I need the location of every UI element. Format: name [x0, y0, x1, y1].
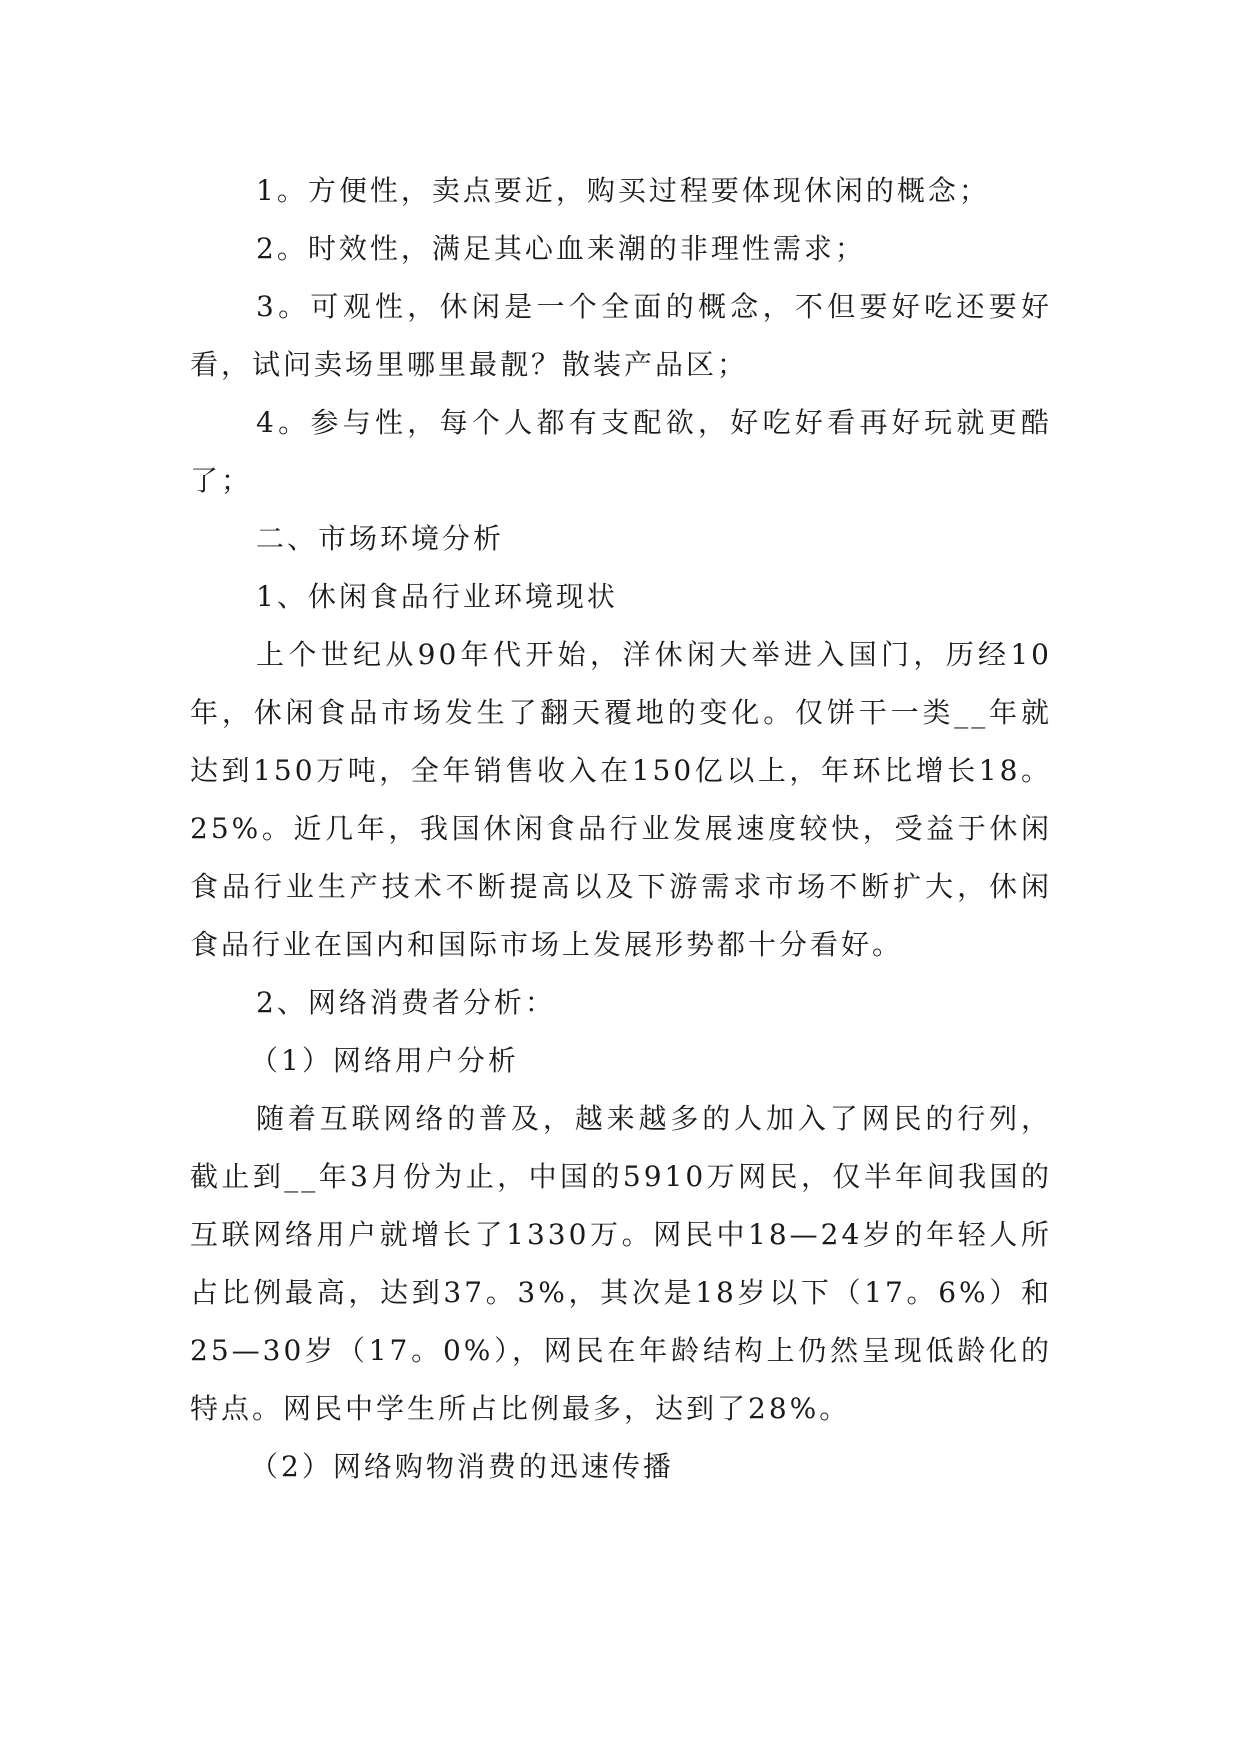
- list-item-convenience: 1。方便性，卖点要近，购买过程要体现休闲的概念；: [256, 174, 990, 207]
- sub-heading-online-shopping: （2）网络购物消费的迅速传播: [250, 1450, 674, 1483]
- list-item-visibility: 3。可观性，休闲是一个全面的概念，不但要好吃还要好看，试问卖场里哪里最靓？散装产品区；: [190, 290, 1052, 381]
- subsection-heading-industry-status: 1、休闲食品行业环境现状: [256, 580, 618, 613]
- paragraph-user-analysis: 随着互联网络的普及，越来越多的人加入了网民的行列，截止到__年3月份为止，中国的5910万网民，仅半年间我国的互联网络用户就增长了1330万。网民中18—24岁的年轻人所占比例最高，达到37。3%，其次是18岁以下（17。6%）和25—30岁（17。0%），网民在年龄结构上仍然呈现低龄化的特点。网民中学生所占比例最多，达到了28%。: [190, 1102, 1052, 1425]
- subsection-heading-consumer-analysis: 2、网络消费者分析：: [256, 986, 556, 1019]
- sub-heading-user-analysis: （1）网络用户分析: [250, 1044, 519, 1077]
- paragraph-industry-status: 上个世纪从90年代开始，洋休闲大举进入国门，历经10年，休闲食品市场发生了翻天覆地的变化。仅饼干一类__年就达到150万吨，全年销售收入在150亿以上，年环比增长18。25%。近几年，我国休闲食品行业发展速度较快，受益于休闲食品行业生产技术不断提高以及下游需求市场不断扩大，休闲食品行业在国内和国际市场上发展形势都十分看好。: [190, 638, 1052, 961]
- list-item-timeliness: 2。时效性，满足其心血来潮的非理性需求；: [256, 232, 866, 265]
- list-item-participation: 4。参与性，每个人都有支配欲，好吃好看再好玩就更酷了；: [190, 406, 1052, 497]
- section-heading-market-analysis: 二、市场环境分析: [256, 522, 505, 555]
- document-body: [190, 162, 1052, 1496]
